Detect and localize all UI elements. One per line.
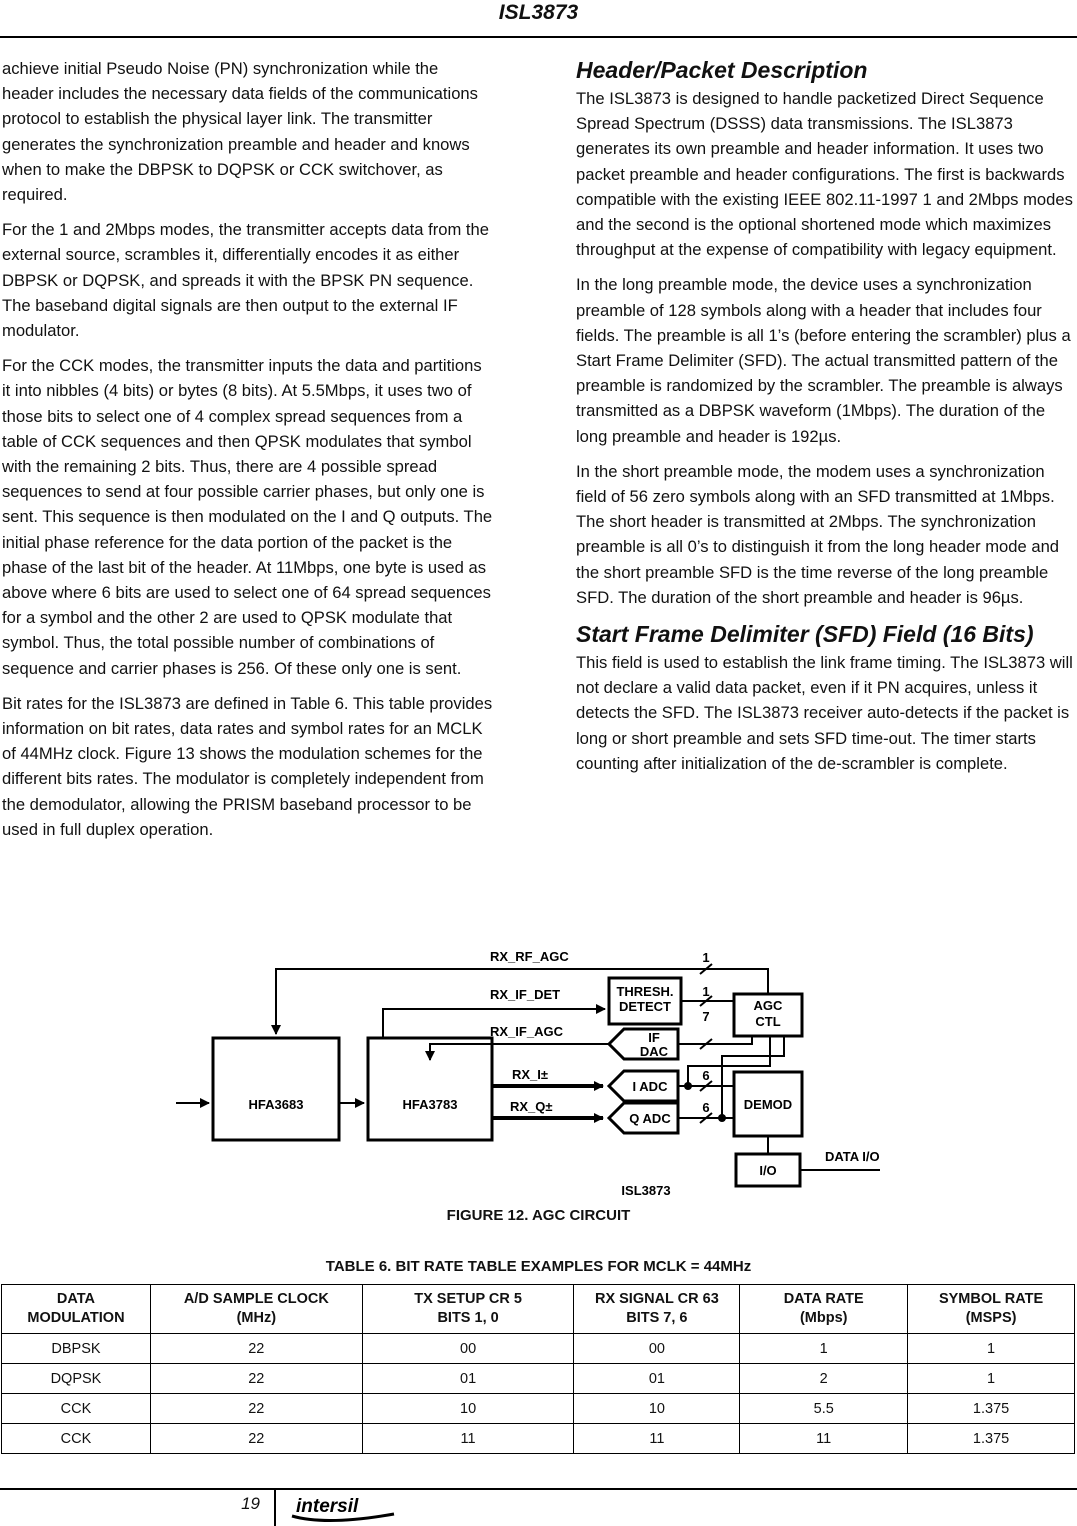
if-dac-label-1: IF [648,1030,660,1045]
table-cell: 1.375 [908,1424,1075,1454]
table-cell: 00 [574,1334,740,1364]
left-column [2,56,494,852]
hfa3783-label: HFA3783 [402,1097,458,1112]
agc-ctl-label-2: CTL [755,1014,781,1029]
body-paragraph: The ISL3873 is designed to handle packetized Direct Sequence Spread Spectrum (DSSS) data transmissions. The ISL3873 generates its own preamble and header information. It uses two packet preamble and header configurations. The first is backwards compatible with the existing IEEE 802.11-1997 1 and 2Mbps modes and the second is the optional shortened mode which maximizes throughput at the expense of compatibility with legacy equipment. [576,89,1073,260]
body-paragraph: This field is used to establish the link frame timing. The ISL3873 will not declare a valid data packet, even if it PN acquires, unless it detects the SFD. The ISL3873 receiver auto-detects if the packet is long or short preamble and sets SFD time-out. The timer starts counting after initialization of the de-scrambler is complete. [576,653,1073,773]
page-header-title: ISL3873 [498,1,579,24]
if-dac-label-2: DAC [639,1044,669,1059]
body-paragraph: In the short preamble mode, the modem uses a synchronization field of 56 zero symbols along with an SFD transmitted at 1Mbps. The short header is transmitted at 2Mbps. The synchronization preamble is all 0’s to distinguish it from the long header mode and the short preamble SFD is the time reverse of the long preamble SFD. The duration of the short preamble and header is 96µs. [576,461,1060,607]
q-adc-label: Q ADC [629,1111,671,1126]
table-cell: 22 [150,1424,362,1454]
column-header: RX SIGNAL CR 63 BITS 7, 6 [574,1285,740,1334]
table-cell: 22 [150,1364,362,1394]
page-number: 19 [241,1494,260,1513]
table-cell: 2 [740,1364,908,1394]
table-cell: 10 [574,1394,740,1424]
section-heading: Start Frame Delimiter (SFD) Field (16 Bits) [576,621,1034,648]
footer-rule [0,1488,1077,1490]
table-cell: 10 [362,1394,574,1424]
table-cell: 5.5 [740,1394,908,1424]
if-agc-width: 7 [702,1009,710,1024]
table-row [2,1364,1075,1394]
body-paragraph: Bit rates for the ISL3873 are defined in Table 6. This table provides information on bit rates, data rates and symbol rates for an MCLK of 44MHz clock. Figure 13 shows the modulation schemes for the different bits rates. The modulator is completely independent from the demodulator, allowing the PRISM baseband processor to be used in full duplex operation. [2,693,493,839]
table-cell: 11 [362,1424,574,1454]
data-io-label: DATA I/O [825,1149,880,1164]
column-header: SYMBOL RATE (MSPS) [908,1285,1075,1334]
section-heading: Header/Packet Description [576,57,868,83]
table-cell: CCK [2,1424,151,1454]
column-header: DATA MODULATION [2,1285,151,1334]
table-cell: 22 [150,1394,362,1424]
table-row [2,1334,1075,1364]
rf-agc-width: 1 [702,950,710,965]
rx-q-label: RX_Q± [510,1099,553,1114]
bit-rate-table [1,1284,1075,1454]
intersil-logo [290,1494,400,1522]
column-header: DATA RATE (Mbps) [740,1285,908,1334]
right-column [576,56,1074,786]
thresh-detect-label-1: THRESH. [616,984,674,999]
table-cell: 1 [908,1364,1075,1394]
table-cell: 01 [362,1364,574,1394]
agc-circuit-diagram [0,940,1077,1210]
body-paragraph: For the CCK modes, the transmitter inputs the data and partitions it into nibbles (4 bits) or bytes (8 bits). At 5.5Mbps, it uses two of those bits to select one of 4 complex spread sequences from a table of CCK sequences and then QPSK modulates that symbol with the remaining 2 bits. Thus, there are 4 possible spread sequences to send at four possible carrier phases, but only one is sent. This sequence is then modulated on the I and Q outputs. The initial phase reference for the data portion of the packet is the phase of the last bit of the header. At 11Mbps, one byte is used as above where 6 bits are used to select one of 64 spread sequences for a symbol and the other 2 are used to QPSK modulate that symbol. Thus, the total possible number of combinations of sequence and carrier phases is 256. Of these only one is sent. [2,356,493,678]
chip-label: ISL3873 [621,1183,671,1198]
column-header: A/D SAMPLE CLOCK (MHz) [150,1285,362,1334]
table-cell: 00 [362,1334,574,1364]
column-header: TX SETUP CR 5 BITS 1, 0 [362,1285,574,1334]
table-cell: 1 [740,1334,908,1364]
figure-caption: FIGURE 12. AGC CIRCUIT [446,1207,631,1224]
table-title: TABLE 6. BIT RATE TABLE EXAMPLES FOR MCLK = 44MHz [325,1258,752,1275]
table-header-row [2,1285,1075,1334]
table-cell: 11 [740,1424,908,1454]
header-rule [0,36,1077,38]
table-cell: 11 [574,1424,740,1454]
table-cell: 01 [574,1364,740,1394]
i-adc-width: 6 [702,1068,710,1083]
agc-ctl-label-1: AGC [753,998,783,1013]
table-cell: 1.375 [908,1394,1075,1424]
io-label: I/O [759,1163,777,1178]
rx-if-agc-label: RX_IF_AGC [490,1024,563,1039]
body-paragraph: achieve initial Pseudo Noise (PN) synchronization while the header includes the necessary data fields of the communications protocol to establish the physical layer link. The transmitter generates the synchronization preamble and header and knows when to make the DBPSK to DQPSK or CCK switchover, as required. [2,59,478,205]
body-paragraph: In the long preamble mode, the device uses a synchronization preamble of 128 symbols along with a header that includes four fields. The preamble is all 1’s (before entering the scrambler) plus a Start Frame Delimiter (SFD). The actual transmitted pattern of the preamble is randomized by the scrambler. The preamble is always transmitted as a DBPSK waveform (1Mbps). The duration of the long preamble and header is 192µs. [576,275,1071,446]
table-row [2,1424,1075,1454]
table-cell: DBPSK [2,1334,151,1364]
table-cell: DQPSK [2,1364,151,1394]
q-adc-width: 6 [702,1100,710,1115]
thresh-detect-label-2: DETECT [619,999,671,1014]
table-cell: 1 [908,1334,1075,1364]
table-cell: 22 [150,1334,362,1364]
rx-i-label: RX_I± [512,1067,549,1082]
if-det-width: 1 [702,984,710,999]
i-adc-label: I ADC [632,1079,668,1094]
rx-if-det-label: RX_IF_DET [490,987,561,1002]
body-paragraph: For the 1 and 2Mbps modes, the transmitter accepts data from the external source, scrambles it, differentially encodes it as either DBPSK or DQPSK, and spreads it with the BPSK PN sequence. The baseband digital signals are then output to the external IF modulator. [2,220,489,341]
rx-rf-agc-label: RX_RF_AGC [490,949,569,964]
demod-label: DEMOD [743,1097,793,1112]
logo-text: intersil [296,1496,359,1517]
hfa3683-block [213,1038,339,1140]
footer-divider [274,1490,276,1526]
hfa3683-label: HFA3683 [248,1097,304,1112]
table-row [2,1394,1075,1424]
table-cell: CCK [2,1394,151,1424]
